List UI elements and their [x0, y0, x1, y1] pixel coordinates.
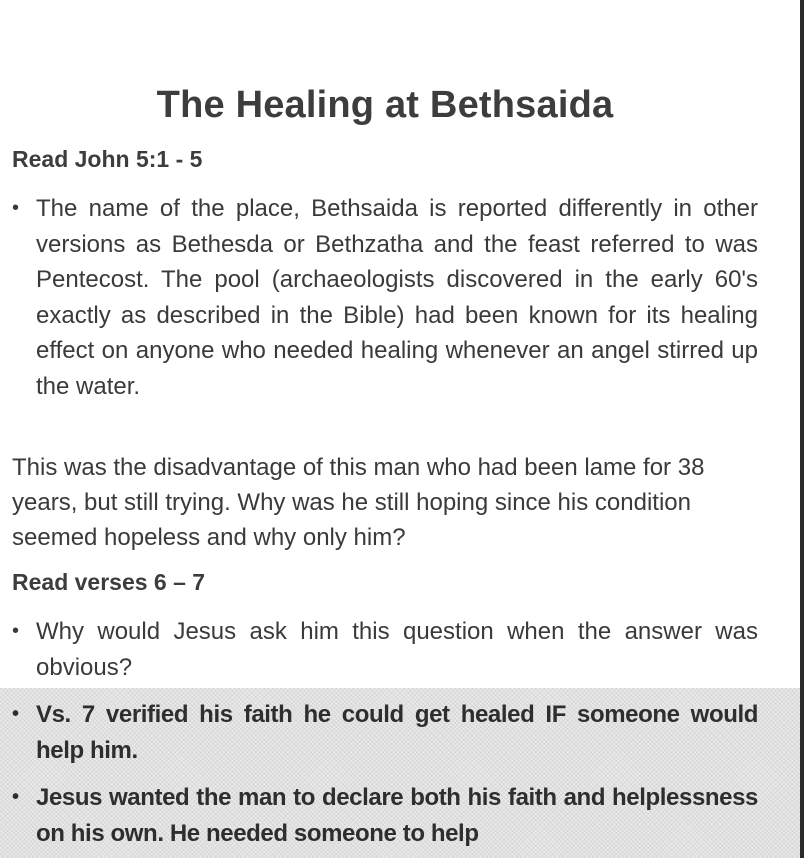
section-heading-john: Read John 5:1 - 5 — [12, 146, 203, 172]
list-item — [12, 614, 758, 685]
list-item — [12, 697, 758, 768]
body-paragraph: This was the disadvantage of this man who had been lame for 38 years, but still trying. Why was he still hoping since his condition seemed hopeless and why only him? — [12, 454, 705, 551]
section-heading-verses: Read verses 6 – 7 — [12, 569, 206, 595]
bullet-icon: • — [12, 703, 19, 725]
bullet-icon: • — [12, 786, 19, 808]
page-edge-divider — [800, 0, 804, 858]
bullet-text: Why would Jesus ask him this question when the answer was obvious? — [36, 618, 758, 681]
bullet-text: The name of the place, Bethsaida is reported differently in other versions as Bethesda or Bethzatha and the feast referred to was Pentecost. The pool (archaeologists discovered in the early 60's exactly as described in the Bible) had been known for its healing effect on anyone who needed healing whenever an angel stirred up the water. — [36, 195, 758, 400]
bullet-text: Jesus wanted the man to declare both his faith and helplessness on his own. He needed someone to help — [36, 784, 758, 847]
bullet-text: Vs. 7 verified his faith he could get healed IF someone would help him. — [36, 701, 758, 764]
page-title: The Healing at Bethsaida — [156, 84, 614, 126]
bullet-icon: • — [12, 197, 20, 219]
list-item — [12, 780, 758, 851]
list-item — [12, 191, 758, 404]
bullet-icon: • — [12, 620, 20, 642]
